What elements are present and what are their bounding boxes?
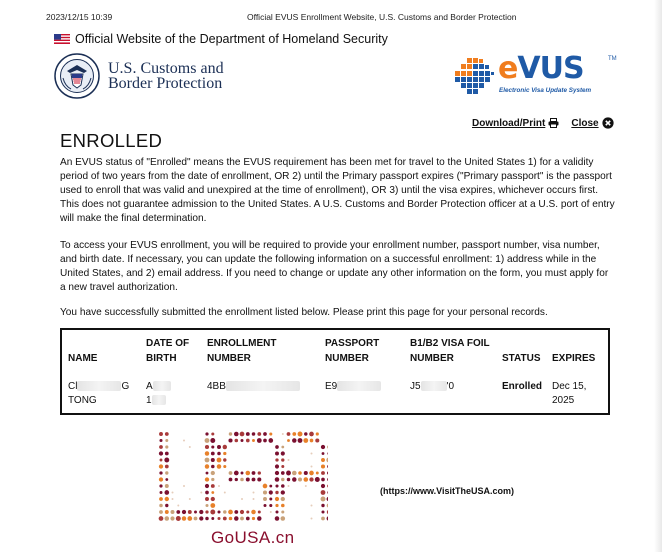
- col-header-enrollment: ENROLLMENT NUMBER: [207, 338, 277, 364]
- usa-logo-dot: [183, 485, 185, 487]
- usa-logo-dot: [298, 477, 302, 481]
- usa-logo-dot: [304, 477, 309, 482]
- usa-logo-dot: [205, 504, 208, 507]
- redacted-block: [226, 381, 300, 391]
- usa-logo-dot: [304, 471, 308, 475]
- usa-logo-dot: [321, 497, 326, 502]
- usa-logo-dot: [165, 478, 168, 481]
- usa-logo-dot: [159, 510, 163, 514]
- usa-logo-dot: [210, 438, 215, 443]
- access-instructions-paragraph: To access your EVUS enrollment, you will be required to provide your enrollment number, passport number, visa number, and birth date. If necessary, you can update the following information on a successful enrollment: 1) address while in the United States, and 2) email address. If you need to change or update any other information on the form, you must apply for a new travel authorization.: [60, 240, 609, 293]
- usa-logo-dot: [159, 432, 163, 436]
- usa-logo-dot: [310, 439, 314, 443]
- table-row: [68, 366, 606, 408]
- usa-logo-dot: [229, 478, 233, 482]
- usa-logo-dot: [172, 498, 174, 500]
- usa-logo-dot: [235, 478, 238, 481]
- usa-logo-dot: [258, 471, 261, 474]
- usa-logo-dot: [159, 464, 163, 468]
- usa-logo-dot: [176, 516, 181, 521]
- usa-logo-dot: [194, 517, 198, 521]
- usa-logo-dot: [311, 453, 313, 455]
- usa-logo-dot: [275, 504, 278, 507]
- usa-logo-dot: [164, 458, 169, 463]
- usa-logo-dot: [315, 477, 320, 482]
- usa-logo-dot: [257, 477, 261, 481]
- usa-logo-dot: [246, 517, 250, 521]
- usa-logo-dot: [160, 491, 163, 494]
- usa-logo-dot: [281, 478, 284, 481]
- usa-logo-dot: [159, 445, 163, 449]
- usa-logo-dot: [292, 477, 296, 481]
- usa-logo-dot: [171, 510, 175, 514]
- usa-logo-dot: [218, 485, 220, 487]
- usa-logo-dot: [189, 446, 191, 448]
- usa-logo-dot: [327, 452, 328, 455]
- usa-logo-dot: [263, 484, 268, 489]
- usa-logo-dot: [223, 465, 226, 468]
- table-header-row: [68, 336, 606, 366]
- usa-logo-dot: [217, 445, 221, 449]
- usa-logo-dot: [229, 432, 232, 435]
- usa-logo-dot: [298, 432, 303, 437]
- cell-name: Cl G TONG: [68, 381, 130, 406]
- usa-logo-dot: [327, 516, 328, 520]
- usa-logo-dot: [165, 516, 170, 521]
- usa-logo-dot: [327, 510, 328, 514]
- gousa-wordmark: GoUSA.cn: [211, 528, 295, 547]
- usa-logo-dot: [316, 472, 319, 475]
- usa-logo-dot: [327, 503, 328, 507]
- usa-logo-dot: [275, 458, 278, 461]
- usa-logo-dot: [281, 497, 285, 501]
- usa-logo-dot: [275, 464, 279, 468]
- usa-logo-dot: [172, 492, 174, 494]
- usa-logo-dot: [205, 464, 209, 468]
- usa-logo-dot: [321, 484, 325, 488]
- usa-logo-dot: [241, 439, 244, 442]
- evus-globe-icon: [452, 56, 496, 96]
- print-datetime: 2023/12/15 10:39: [46, 12, 113, 22]
- usa-logo-dot: [205, 451, 209, 455]
- cell-visa: J5 '0: [410, 381, 455, 392]
- usa-logo-dot: [240, 432, 245, 437]
- page-actions: [472, 117, 614, 129]
- usa-logo-dot: [311, 518, 313, 520]
- cell-dob: A 1: [146, 366, 207, 408]
- dhs-seal-icon: [54, 53, 100, 99]
- usa-logo-dot: [263, 497, 267, 501]
- usa-logo-dot: [229, 517, 233, 521]
- page-title: ENROLLED: [60, 130, 163, 151]
- usa-logo-dot: [269, 432, 272, 435]
- usa-logo-dot: [182, 510, 186, 514]
- usa-logo-dot: [205, 438, 210, 443]
- usa-logo-dot: [281, 471, 285, 475]
- usa-logo-dot: [269, 498, 272, 501]
- col-header-dob: DATE OF BIRTH: [146, 338, 190, 364]
- usa-logo-dot: [165, 465, 169, 469]
- usa-logo-dot: [165, 445, 168, 448]
- usa-logo-dot: [234, 471, 239, 476]
- usa-logo-dot: [263, 439, 267, 443]
- usa-logo-dot: [159, 439, 162, 442]
- usa-dot-logo: [158, 430, 328, 522]
- cbp-logo-text: [108, 61, 224, 91]
- page-edge-shadow: [654, 0, 662, 552]
- usa-logo-dot: [327, 491, 328, 494]
- usa-logo-dot: [165, 510, 169, 514]
- usa-logo-dot: [211, 478, 214, 481]
- usa-logo-dot: [182, 516, 186, 520]
- usa-logo-dot: [326, 458, 328, 463]
- usa-logo-dot: [228, 438, 232, 442]
- usa-logo-dot: [229, 471, 233, 475]
- usa-logo-dot: [217, 452, 221, 456]
- col-header-status: STATUS: [502, 353, 541, 364]
- usa-logo-dot: [252, 478, 256, 482]
- usa-logo-dot: [211, 517, 214, 520]
- usa-logo-dot: [206, 472, 209, 475]
- redacted-block: [153, 381, 171, 391]
- usa-logo-dot: [223, 445, 227, 449]
- evus-trademark: TM: [608, 56, 617, 62]
- usa-logo-dot: [321, 445, 325, 449]
- usa-logo-dot: [292, 471, 297, 476]
- usa-logo-dot: [205, 432, 208, 435]
- gov-banner: [54, 32, 388, 46]
- col-header-visa: B1/B2 VISA FOIL NUMBER: [410, 338, 490, 364]
- usa-logo-dot: [257, 432, 261, 436]
- usa-logo-dot: [205, 477, 209, 481]
- usa-logo-dot: [159, 497, 163, 501]
- usa-logo-dot: [223, 517, 227, 521]
- usa-logo-dot: [246, 510, 249, 513]
- usa-logo-dot: [264, 504, 267, 507]
- usa-logo-dot: [211, 445, 214, 448]
- usa-logo-dot: [223, 458, 226, 461]
- usa-logo-dot: [210, 510, 215, 515]
- usa-logo-dot: [309, 432, 314, 437]
- usa-logo-dot: [188, 510, 192, 514]
- usa-logo-dot: [165, 471, 168, 474]
- enrollment-table-box: [60, 328, 610, 415]
- evus-subtitle: Electronic Visa Update System: [499, 87, 592, 94]
- redacted-block: [77, 381, 121, 391]
- usa-logo-dot: [304, 432, 307, 435]
- usa-logo-dot: [327, 484, 328, 487]
- download-print-button[interactable]: [472, 118, 559, 129]
- usa-logo-dot: [211, 458, 215, 462]
- usa-logo-dot: [281, 490, 285, 494]
- usa-logo-dot: [252, 439, 255, 442]
- usa-logo-dot: [281, 510, 284, 513]
- usa-logo-dot: [223, 452, 226, 455]
- usa-logo-dot: [251, 510, 256, 515]
- usa-logo-dot: [211, 465, 215, 469]
- usa-logo-dot: [176, 510, 180, 514]
- cell-passport: E9: [325, 366, 410, 408]
- usa-logo-dot: [311, 505, 313, 507]
- usa-logo-dot: [287, 432, 291, 436]
- usa-logo-dot: [288, 459, 290, 461]
- col-header-expires: EXPIRES: [552, 353, 596, 364]
- usa-logo-dot: [205, 517, 209, 521]
- usa-logo-dot: [234, 510, 238, 514]
- usa-logo-dot: [159, 477, 163, 481]
- usa-logo-dot: [224, 492, 226, 494]
- usa-logo-dot: [165, 504, 168, 507]
- usa-logo-dot: [257, 438, 262, 443]
- usa-logo-dot: [199, 510, 203, 514]
- usa-logo-dot: [321, 490, 326, 495]
- usa-logo-dot: [241, 498, 243, 500]
- usa-logo-dot: [205, 497, 209, 501]
- cbp-logo-line2: Border Protection: [108, 75, 223, 92]
- usa-logo-dot: [281, 451, 285, 455]
- usa-logo-dot: [288, 485, 290, 487]
- usa-logo-dot: [235, 439, 239, 443]
- usa-logo-dot: [199, 516, 203, 520]
- usa-logo-dot: [275, 516, 280, 521]
- usa-logo-dot: [194, 511, 197, 514]
- usa-logo-dot: [321, 478, 325, 482]
- usa-logo-dot: [327, 445, 328, 448]
- usa-logo-dot: [270, 511, 272, 513]
- usa-logo-dot: [309, 471, 314, 476]
- usa-logo-dot: [281, 516, 286, 521]
- usa-logo-dot: [321, 517, 325, 521]
- usa-logo-dot: [258, 510, 261, 513]
- usa-logo-dot: [246, 432, 250, 436]
- usa-logo-dot: [281, 484, 285, 488]
- visit-the-usa-link[interactable]: (https://www.VisitTheUSA.com): [380, 486, 515, 496]
- usa-logo-dot: [282, 433, 284, 435]
- usa-logo-dot: [159, 451, 163, 455]
- usa-logo-dot: [240, 517, 244, 521]
- usa-logo-dot: [217, 510, 220, 513]
- usa-logo-dot: [234, 516, 239, 521]
- usa-logo-dot: [268, 438, 273, 443]
- usa-logo-dot: [164, 490, 169, 495]
- usa-logo-dot: [303, 438, 308, 443]
- usa-logo-dot: [315, 438, 319, 442]
- usa-logo-dot: [269, 485, 272, 488]
- usa-logo-dot: [275, 445, 279, 449]
- usa-logo-dot: [211, 491, 214, 494]
- usa-logo-dot: [205, 491, 209, 495]
- usa-logo-dot: [321, 464, 325, 468]
- print-title: Official EVUS Enrollment Website, U.S. Customs and Border Protection: [247, 12, 517, 22]
- status-explanation-paragraph: An EVUS status of "Enrolled" means the EVUS requirement has been met for travel to the United States 1) for a validity period of two years from the date of enrollment, OR 2) until the Primary passport expires ("Primary passport" is the passport used to enroll that was valid and unexpired at the time of enrollment), OR 3) until the visa expires, whichever occurs first. This does not guarantee admission to the United States. A U.S. Customs and Border Protection officer at a U.S. port of entry will make the final determination.: [60, 157, 615, 224]
- usa-logo-dot: [281, 458, 284, 461]
- usa-logo-dot: [269, 504, 272, 507]
- enrollment-table: [68, 336, 606, 408]
- submission-confirmation-paragraph: You have successfully submitted the enrollment listed below. Please print this page for your personal records.: [60, 307, 548, 318]
- usa-logo-dot: [263, 432, 267, 436]
- usa-logo-dot: [205, 458, 210, 463]
- usa-logo-dot: [327, 471, 328, 475]
- usa-logo-dot: [321, 471, 325, 475]
- usa-logo-dot: [240, 510, 244, 514]
- usa-logo-dot: [205, 484, 209, 488]
- usa-logo-dot: [275, 452, 279, 456]
- usa-logo-dot: [275, 477, 280, 482]
- usa-logo-dot: [275, 491, 278, 494]
- usa-logo-dot: [252, 432, 256, 436]
- gov-banner-text: Official Website of the Department of Homeland Security: [75, 32, 388, 46]
- usa-logo-dot: [246, 439, 250, 443]
- usa-logo-dot: [187, 516, 192, 521]
- close-link[interactable]: Close: [571, 117, 599, 129]
- redacted-block: [337, 381, 381, 391]
- usa-logo-dot: [165, 484, 169, 488]
- usa-logo-dot: [246, 471, 251, 476]
- usa-logo-dot: [211, 452, 215, 456]
- usa-logo-dot: [170, 516, 174, 520]
- usa-logo-dot: [241, 472, 244, 475]
- usa-logo-dot: [298, 438, 303, 443]
- usa-logo-dot: [275, 497, 279, 501]
- usa-logo-dot: [252, 517, 255, 520]
- usa-logo-dot: [287, 439, 290, 442]
- printer-icon: [548, 118, 559, 128]
- usa-logo-dot: [253, 492, 255, 494]
- usa-logo-dot: [217, 458, 222, 463]
- usa-logo-dot: [189, 498, 191, 500]
- usa-logo-dot: [275, 471, 279, 475]
- usa-logo-dot: [159, 471, 162, 474]
- usa-logo-dot: [211, 432, 214, 435]
- usa-logo-dot: [234, 432, 239, 437]
- cbp-logo: [54, 53, 224, 99]
- usa-logo-dot: [210, 503, 215, 508]
- usa-logo-dot: [165, 432, 169, 436]
- redacted-block: [152, 395, 166, 405]
- usa-logo-dot: [275, 510, 278, 513]
- usa-logo-dot: [275, 484, 278, 487]
- usa-logo-dot: [211, 484, 215, 488]
- usa-logo-dot: [327, 497, 328, 502]
- usa-logo-dot: [322, 452, 325, 455]
- usa-logo-dot: [217, 464, 222, 469]
- usa-logo-dot: [223, 510, 226, 513]
- usa-logo-dot: [240, 478, 244, 482]
- usa-logo-dot: [269, 490, 273, 494]
- cell-status: Enrolled: [502, 381, 543, 392]
- usa-logo-dot: [252, 471, 256, 475]
- usa-logo-dot: [321, 504, 324, 507]
- usa-logo-dot: [165, 452, 169, 456]
- usa-logo-dot: [159, 516, 164, 521]
- usa-logo-dot: [305, 485, 307, 487]
- usa-logo-dot: [316, 432, 319, 435]
- cell-expires: Dec 15, 2025: [552, 381, 587, 406]
- usa-logo-dot: [160, 459, 163, 462]
- evus-wordmark: eVUS: [498, 51, 584, 86]
- usa-logo-dot: [309, 477, 313, 481]
- cbp-logo-line1: U.S. Customs and: [108, 60, 224, 77]
- us-flag-icon: [54, 34, 70, 44]
- usa-logo-dot: [165, 439, 168, 442]
- usa-logo-dot: [211, 497, 215, 501]
- usa-logo-dot: [217, 517, 220, 520]
- usa-logo-dot: [253, 498, 255, 500]
- usa-logo-dot: [159, 504, 163, 508]
- usa-logo-dot: [228, 510, 233, 515]
- usa-logo-dot: [286, 471, 291, 476]
- usa-logo-dot: [298, 471, 302, 475]
- redacted-block: [421, 381, 447, 391]
- usa-logo-dot: [321, 510, 324, 513]
- usa-logo-dot: [211, 471, 215, 475]
- usa-logo-dot: [263, 490, 267, 494]
- usa-logo-dot: [281, 446, 284, 449]
- usa-logo-dot: [159, 484, 162, 487]
- usa-logo-dot: [177, 505, 179, 507]
- usa-logo-dot: [246, 478, 250, 482]
- usa-logo-dot: [205, 510, 208, 513]
- usa-logo-dot: [281, 465, 284, 468]
- col-header-passport: PASSPORT NUMBER: [325, 338, 380, 364]
- usa-logo-dot: [165, 497, 169, 501]
- usa-logo-dot: [321, 458, 325, 462]
- usa-logo-dot: [327, 465, 328, 468]
- usa-logo-dot: [257, 516, 261, 520]
- usa-logo-dot: [292, 432, 296, 436]
- col-header-name: NAME: [68, 353, 98, 364]
- evus-logo: [452, 51, 622, 100]
- usa-logo-dot: [287, 478, 291, 482]
- usa-logo-dot: [327, 478, 328, 481]
- usa-logo-dot: [183, 440, 185, 442]
- usa-logo-dot: [292, 438, 296, 442]
- download-print-link[interactable]: Download/Print: [472, 117, 546, 129]
- usa-logo-dot: [205, 445, 209, 449]
- cell-enrollment: 4BB: [207, 366, 325, 408]
- usa-logo-dot: [281, 504, 285, 508]
- usa-logo-dot: [311, 466, 313, 468]
- close-circle-icon: [602, 117, 614, 129]
- close-button[interactable]: [571, 117, 613, 129]
- usa-logo-dot: [200, 492, 202, 494]
